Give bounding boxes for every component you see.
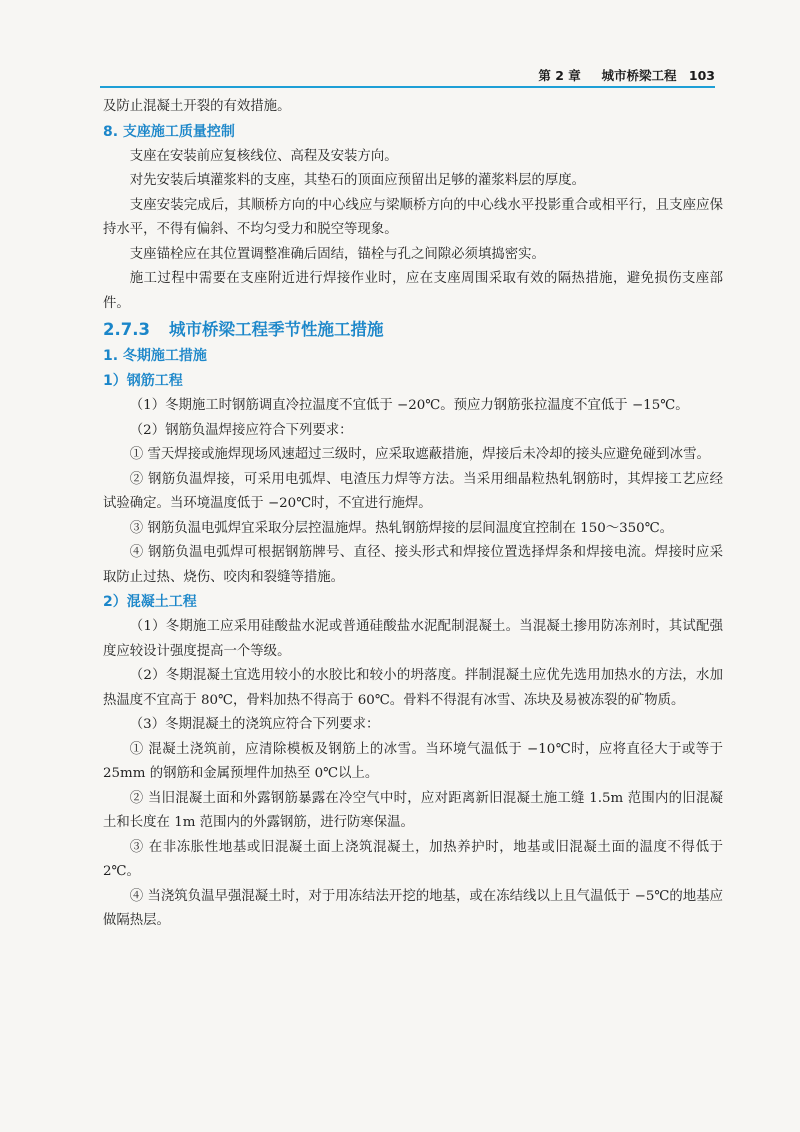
list-item: ③ 钢筋负温电弧焊宜采取分层控温施焊。热轧钢筋焊接的层间温度宜控制在 150～350℃。 <box>129 520 674 536</box>
list-item: ③ 在非冻胀性地基或旧混凝土面上浇筑混凝土，加热养护时，地基或旧混凝土面的温度不得低于 2℃。 <box>103 839 723 879</box>
paragraph: 对先安装后填灌浆料的支座，其垫石的顶面应预留出足够的灌浆料层的厚度。 <box>129 173 586 188</box>
heading-rebar-work: 1）钢筋工程 <box>103 373 183 389</box>
list-item: ② 钢筋负温焊接，可采用电弧焊、电渣压力焊等方法。当采用细晶粒热轧钢筋时，其焊接工艺应经试验确定。当环境温度低于 −20℃时，不宜进行施焊。 <box>103 471 723 511</box>
list-item: ① 雪天焊接或施焊现场风速超过三级时，应采取遮蔽措施，焊接后未冷却的接头应避免碰到冰雪。 <box>129 447 710 462</box>
paragraph: 支座锚栓应在其位置调整准确后固结，锚栓与孔之间隙必须填捣密实。 <box>129 246 545 262</box>
list-item: ① 混凝土浇筑前，应清除模板及钢筋上的冰雪。当环境气温低于 −10℃时，应将直径大于或等于 25mm 的钢筋和金属预埋件加热至 0℃以上。 <box>103 741 723 781</box>
section-title: 城市桥梁工程季节性施工措施 <box>169 320 384 339</box>
list-item: ④ 钢筋负温电弧焊可根据钢筋牌号、直径、接头形式和焊接位置选择焊条和焊接电流。焊接时应采取防止过热、烧伤、咬肉和裂缝等措施。 <box>103 545 723 585</box>
paragraph: （2）冬期混凝土宜选用较小的水胶比和较小的坍落度。拌制混凝土应优先选用加热水的方法，水加热温度不宜高于 80℃，骨料加热不得高于 60℃。骨料不得混有冰雪、冻块及易被冻裂的矿物质。 <box>103 668 723 708</box>
page-body <box>103 95 723 934</box>
list-item: ④ 当浇筑负温早强混凝土时，对于用冻结法开挖的地基，或在冻结线以上且气温低于 −5℃的地基应做隔热层。 <box>103 888 723 928</box>
page-header <box>100 66 715 86</box>
section-number: 2.7.3 <box>103 320 150 339</box>
paragraph: （2）钢筋负温焊接应符合下列要求： <box>129 422 353 438</box>
header-rule <box>100 86 715 88</box>
paragraph: （3）冬期混凝土的浇筑应符合下列要求： <box>129 717 380 732</box>
list-item: ② 当旧混凝土面和外露钢筋暴露在冷空气中时，应对距离新旧混凝土施工缝 1.5m 范围内的旧混凝土和长度在 1m 范围内的外露钢筋，进行防寒保温。 <box>103 790 723 830</box>
chapter-label: 第 2 章 <box>538 68 581 83</box>
chapter-title: 城市桥梁工程 <box>601 68 677 83</box>
heading-concrete-work: 2）混凝土工程 <box>103 594 197 610</box>
heading-winter-measures: 1. 冬期施工措施 <box>103 348 207 364</box>
section-heading <box>103 316 723 344</box>
heading-bearing-quality: 8. 支座施工质量控制 <box>103 123 235 140</box>
paragraph: 支座安装完成后，其顺桥方向的中心线应与梁顺桥方向的中心线水平投影重合或相平行，且支座应保持水平，不得有偏斜、不均匀受力和脱空等现象。 <box>103 197 723 237</box>
paragraph: 支座在安装前应复核线位、高程及安装方向。 <box>129 148 398 164</box>
paragraph: （1）冬期施工时钢筋调直冷拉温度不宜低于 −20℃。预应力钢筋张拉温度不宜低于 −15℃。 <box>129 398 689 413</box>
paragraph: 施工过程中需要在支座附近进行焊接作业时，应在支座周围采取有效的隔热措施，避免损伤支座部件。 <box>103 271 723 311</box>
paragraph: （1）冬期施工应采用硅酸盐水泥或普通硅酸盐水泥配制混凝土。当混凝土掺用防冻剂时，其试配强度应较设计强度提高一个等级。 <box>103 619 723 659</box>
paragraph: 及防止混凝土开裂的有效措施。 <box>103 99 291 114</box>
page-number: 103 <box>688 68 715 83</box>
